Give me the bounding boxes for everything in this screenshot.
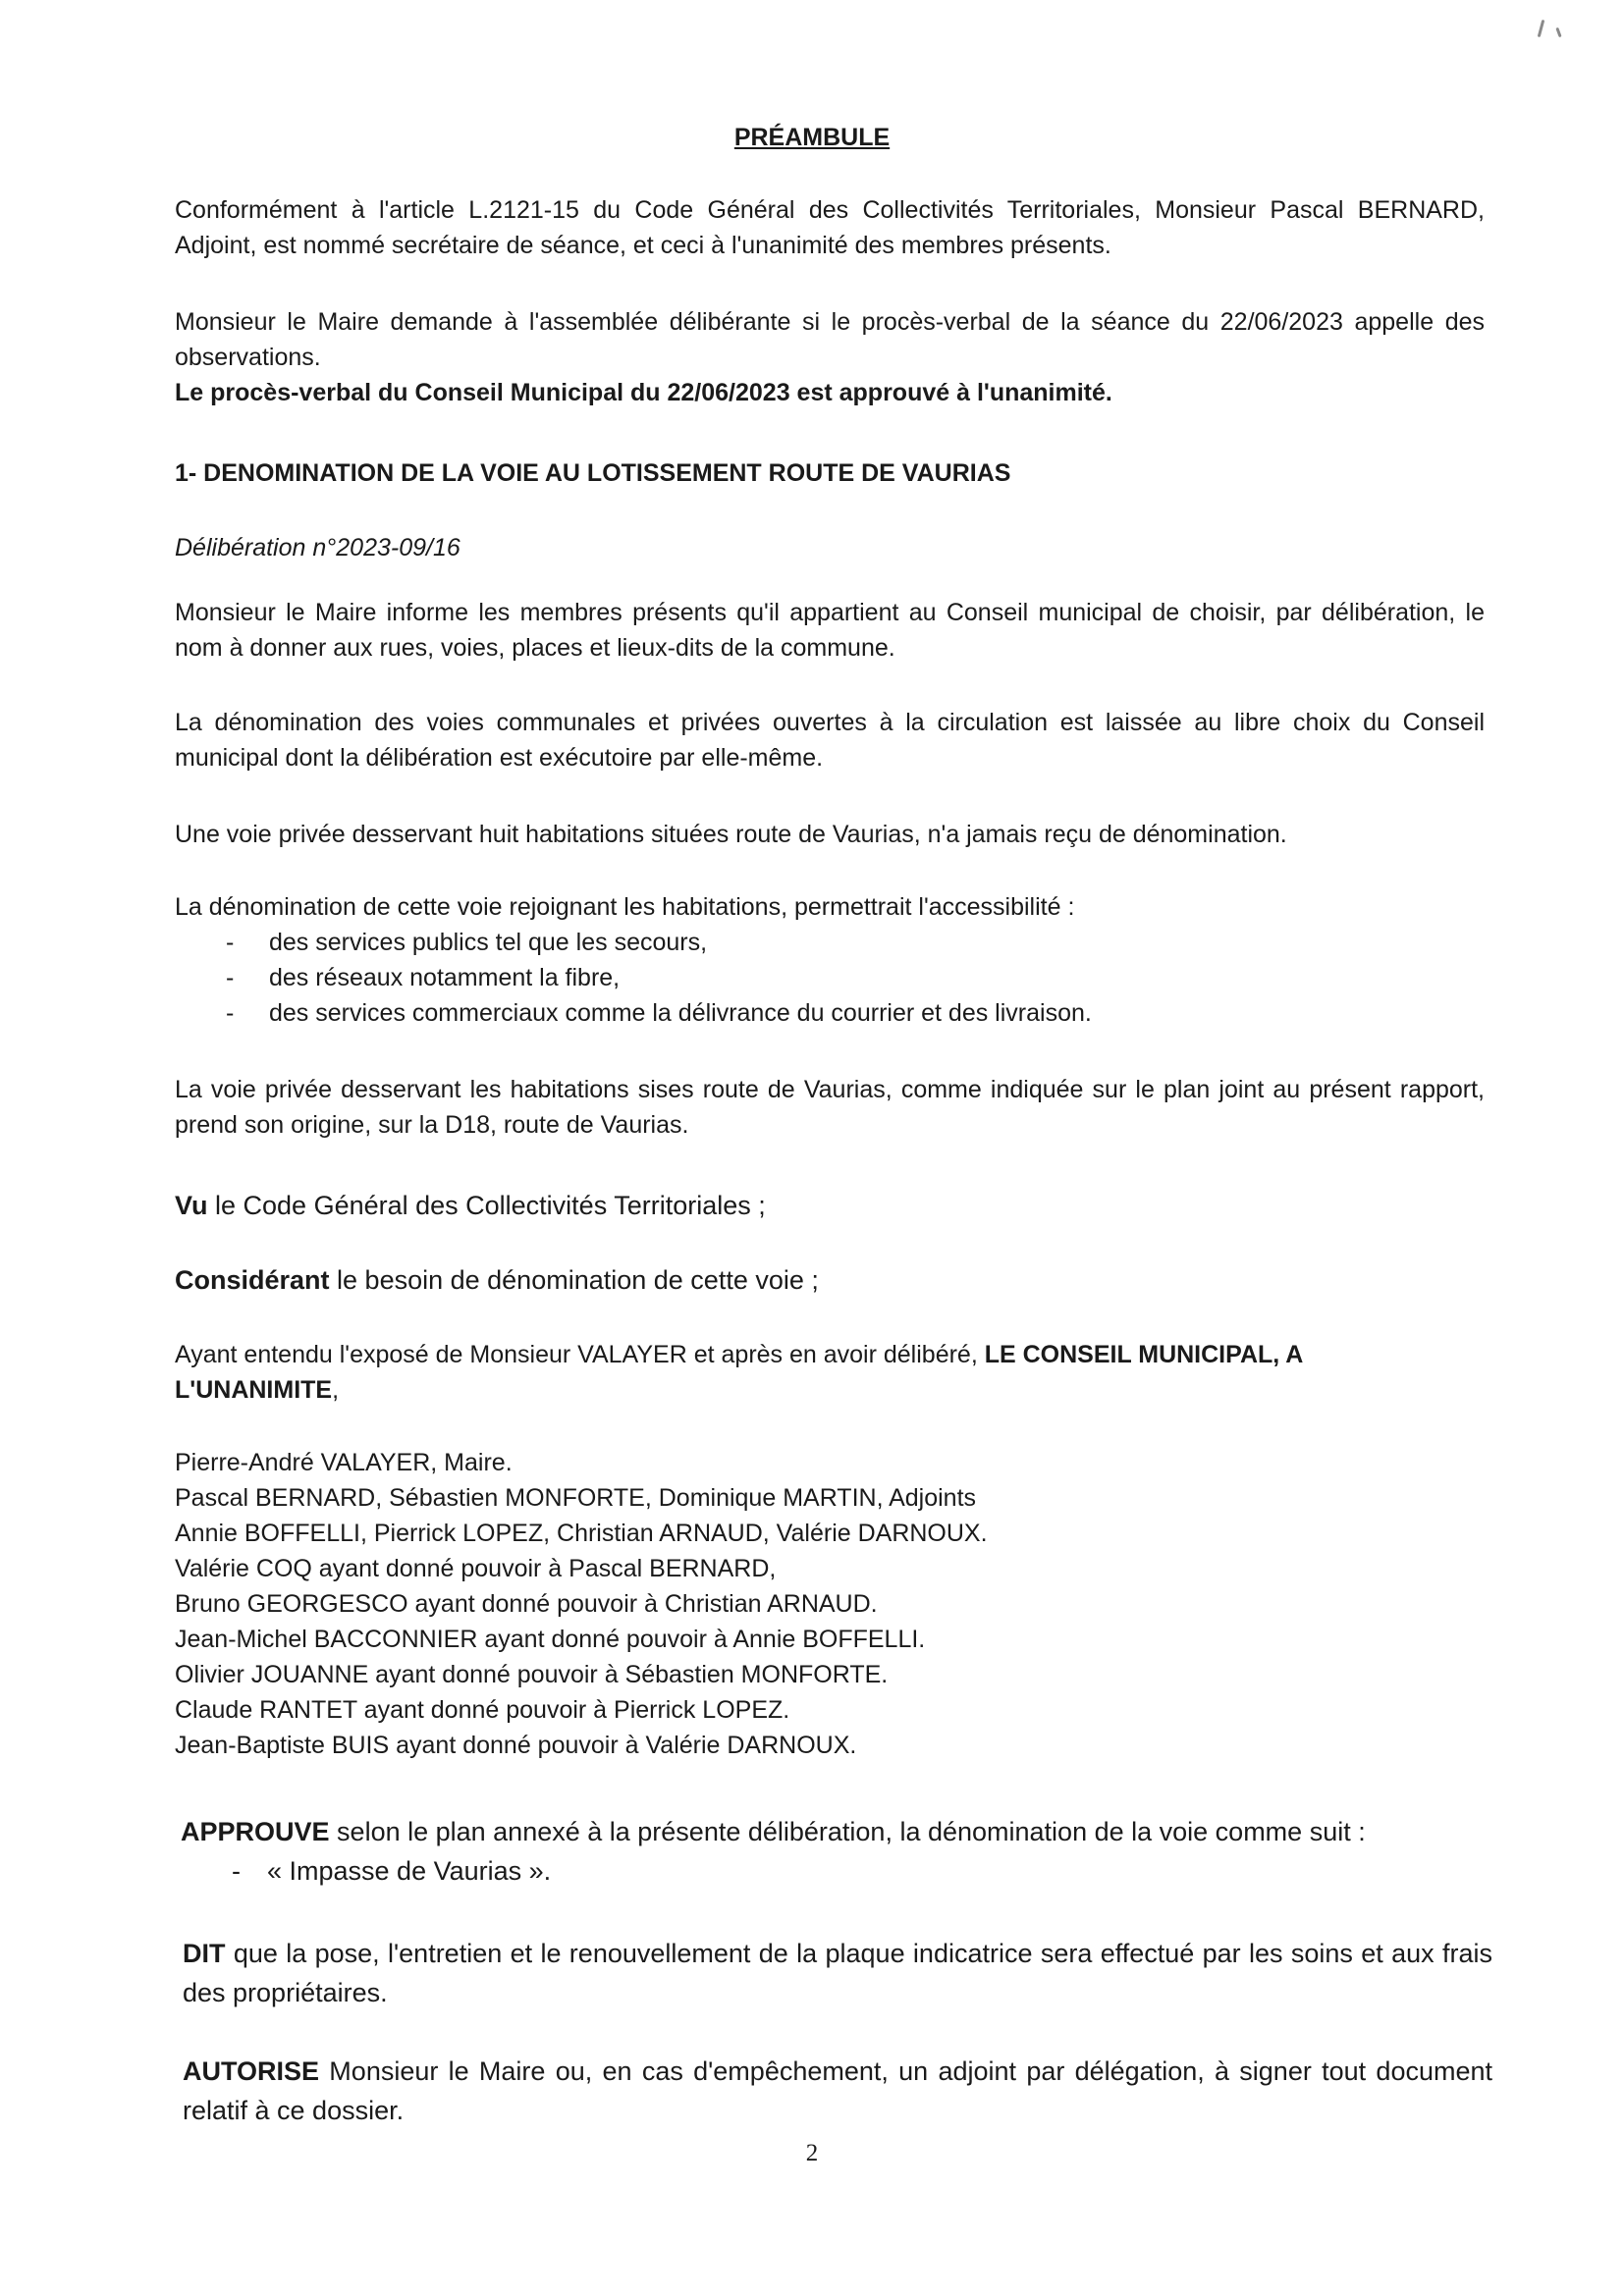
considerant-paragraph bbox=[175, 1260, 1485, 1300]
accessibility-list bbox=[175, 925, 1485, 1031]
vu-keyword: Vu bbox=[175, 1191, 208, 1220]
council-decision: LE CONSEIL MUNICIPAL, A L'UNANIMITE bbox=[175, 1341, 1303, 1404]
member-line: Pascal BERNARD, Sébastien MONFORTE, Dominique MARTIN, Adjoints bbox=[175, 1484, 977, 1512]
members-list bbox=[175, 1445, 1485, 1763]
considerant-text: le besoin de dénomination de cette voie ; bbox=[329, 1265, 819, 1295]
approuve-block bbox=[181, 1812, 1490, 1891]
member-line: Pierre-André VALAYER, Maire. bbox=[175, 1449, 513, 1476]
ayant-entendu-text: Ayant entendu l'exposé de Monsieur VALAYER et après en avoir délibéré, bbox=[175, 1341, 985, 1368]
ayant-entendu-paragraph bbox=[175, 1337, 1353, 1408]
member-line: Bruno GEORGESCO ayant donné pouvoir à Christian ARNAUD. bbox=[175, 1590, 878, 1618]
considerant-keyword: Considérant bbox=[175, 1265, 330, 1295]
vu-paragraph bbox=[175, 1186, 1485, 1225]
list-item: - des services commerciaux comme la délivrance du courrier et des livraison. bbox=[175, 995, 1485, 1031]
scan-artifact bbox=[1555, 27, 1561, 37]
section-heading: 1- DENOMINATION DE LA VOIE AU LOTISSEMENT ROUTE DE VAURIAS bbox=[175, 459, 1011, 487]
member-line: Jean-Michel BACCONNIER ayant donné pouvoir à Annie BOFFELLI. bbox=[175, 1626, 926, 1653]
section-paragraph-4: La dénomination de cette voie rejoignant les habitations, permettrait l'accessibilité : bbox=[175, 893, 1075, 921]
dit-keyword: DIT bbox=[183, 1939, 226, 1968]
dit-paragraph bbox=[183, 1934, 1492, 2012]
member-line: Claude RANTET ayant donné pouvoir à Pierrick LOPEZ. bbox=[175, 1696, 790, 1724]
approuve-paragraph bbox=[181, 1812, 1490, 1851]
section-paragraph-3: Une voie privée desservant huit habitations situées route de Vaurias, n'a jamais reçu de dénomination. bbox=[175, 821, 1287, 848]
ayant-entendu-end: , bbox=[332, 1376, 340, 1404]
preamble-paragraph-1: Conformément à l'article L.2121-15 du Code Général des Collectivités Territoriales, Monsieur Pascal BERNARD, Adjoint, est nommé secrétaire de séance, et ceci à l'unanimité des membres présents. bbox=[175, 196, 1485, 259]
autorise-keyword: AUTORISE bbox=[183, 2056, 320, 2086]
member-line: Annie BOFFELLI, Pierrick LOPEZ, Christian ARNAUD, Valérie DARNOUX. bbox=[175, 1520, 988, 1547]
page-number: 2 bbox=[805, 2140, 819, 2166]
list-item: - « Impasse de Vaurias ». bbox=[181, 1851, 1490, 1891]
deliberation-number: Délibération n°2023-09/16 bbox=[175, 534, 460, 561]
approuve-list bbox=[181, 1851, 1490, 1891]
section-paragraph-2: La dénomination des voies communales et privées ouvertes à la circulation est laissée au libre choix du Conseil municipal dont la délibération est exécutoire par elle-même. bbox=[175, 709, 1485, 772]
member-line: Jean-Baptiste BUIS ayant donné pouvoir à Valérie DARNOUX. bbox=[175, 1732, 857, 1759]
preamble-paragraph-2 bbox=[175, 304, 1485, 410]
autorise-paragraph bbox=[183, 2052, 1492, 2130]
accessibility-block bbox=[175, 889, 1485, 1031]
scan-artifact bbox=[1538, 20, 1545, 37]
preamble-title: PRÉAMBULE bbox=[733, 124, 891, 151]
list-item: - des services publics tel que les secours, bbox=[175, 925, 1485, 960]
autorise-text: Monsieur le Maire ou, en cas d'empêchement, un adjoint par délégation, à signer tout document relatif à ce dossier. bbox=[183, 2056, 1492, 2125]
member-line: Olivier JOUANNE ayant donné pouvoir à Sébastien MONFORTE. bbox=[175, 1661, 889, 1688]
vu-text: le Code Général des Collectivités Territoriales ; bbox=[207, 1191, 766, 1220]
preamble-paragraph-2-text: Monsieur le Maire demande à l'assemblée délibérante si le procès-verbal de la séance du 22/06/2023 appelle des observations. bbox=[175, 308, 1485, 371]
list-item: - des réseaux notamment la fibre, bbox=[175, 960, 1485, 995]
section-paragraph-5: La voie privée desservant les habitations sises route de Vaurias, comme indiquée sur le plan joint au présent rapport, prend son origine, sur la D18, route de Vaurias. bbox=[175, 1076, 1485, 1139]
dit-text: que la pose, l'entretien et le renouvellement de la plaque indicatrice sera effectué par les soins et aux frais des propriétaires. bbox=[183, 1939, 1492, 2007]
approuve-text: selon le plan annexé à la présente délibération, la dénomination de la voie comme suit : bbox=[329, 1817, 1366, 1846]
section-paragraph-1: Monsieur le Maire informe les membres présents qu'il appartient au Conseil municipal de choisir, par délibération, le nom à donner aux rues, voies, places et lieux-dits de la commune. bbox=[175, 599, 1485, 662]
approval-statement: Le procès-verbal du Conseil Municipal du 22/06/2023 est approuvé à l'unanimité. bbox=[175, 379, 1112, 406]
approuve-keyword: APPROUVE bbox=[181, 1817, 330, 1846]
member-line: Valérie COQ ayant donné pouvoir à Pascal BERNARD, bbox=[175, 1555, 777, 1582]
